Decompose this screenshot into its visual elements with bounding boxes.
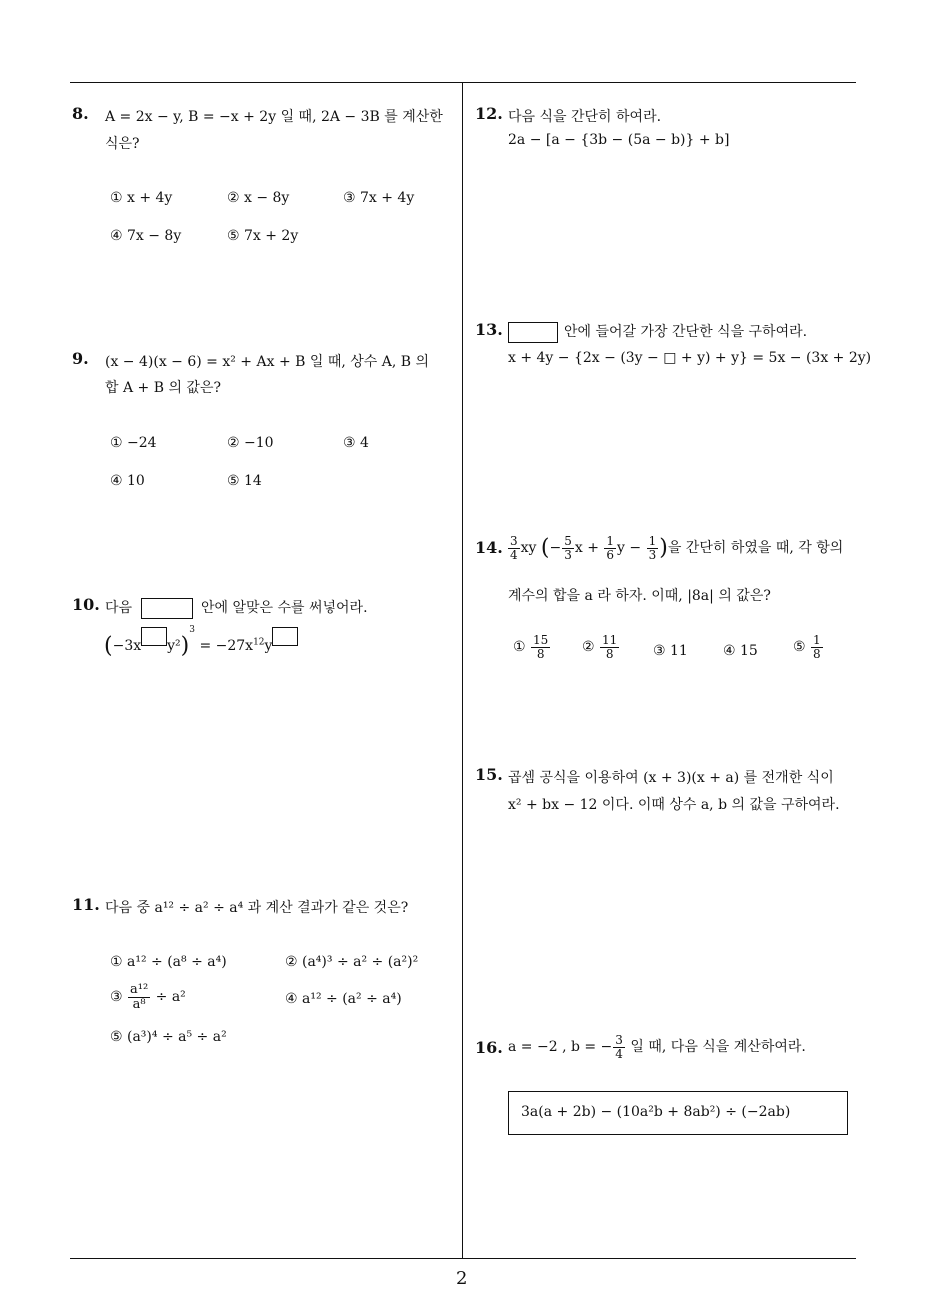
- question-number: 13.: [475, 320, 503, 339]
- paren-close: ): [180, 633, 190, 659]
- fraction: [562, 535, 574, 561]
- question-number: 12.: [475, 104, 503, 123]
- choice-1[interactable]: ① −24: [110, 435, 157, 451]
- question-number: 9.: [72, 349, 89, 368]
- choice-mark: ③: [110, 989, 123, 1006]
- numerator: 5: [564, 534, 572, 548]
- denominator: a⁸: [132, 996, 146, 1012]
- choice-value: 15: [740, 643, 758, 659]
- equation: [104, 625, 298, 659]
- choice-1[interactable]: [513, 634, 551, 660]
- eq-b: y²: [167, 638, 181, 654]
- denominator: 4: [510, 547, 518, 562]
- numerator: 1: [813, 633, 821, 647]
- expression: 3a(a + 2b) − (10a²b + 8ab²) ÷ (−2ab): [521, 1104, 791, 1120]
- denominator: 4: [615, 1046, 623, 1061]
- question-text: [508, 1034, 806, 1060]
- choice-4[interactable]: ④ 7x − 8y: [110, 228, 182, 244]
- question-number: 8.: [72, 104, 89, 123]
- paren-close: ): [659, 535, 668, 561]
- question-text: x² + bx − 12 이다. 이때 상수 a, b 의 값을 구하여라.: [508, 797, 840, 813]
- text-pre: 다음: [105, 600, 133, 616]
- choice-2[interactable]: [582, 634, 620, 660]
- question-text: [508, 321, 807, 343]
- choice-1[interactable]: ① a¹² ÷ (a⁸ ÷ a⁴): [110, 954, 227, 970]
- denominator: 6: [606, 547, 615, 562]
- choice-1[interactable]: ① x + 4y: [110, 190, 173, 206]
- question-text: [105, 597, 368, 619]
- choice-2[interactable]: ② −10: [227, 435, 274, 451]
- question-text: (x − 4)(x − 6) = x² + Ax + B 일 때, 상수 A, B 의: [105, 354, 430, 370]
- choice-tail: ÷ a²: [155, 989, 186, 1006]
- choice-2[interactable]: ② (a⁴)³ ÷ a² ÷ (a²)²: [285, 954, 419, 970]
- fraction: [600, 634, 619, 660]
- bottom-rule: [70, 1258, 856, 1259]
- choice-4[interactable]: [723, 643, 758, 659]
- denominator: 3: [564, 547, 572, 562]
- numerator: 1: [606, 534, 615, 548]
- fraction: [531, 634, 550, 660]
- expression: 2a − [a − {3b − (5a − b)} + b]: [508, 132, 730, 148]
- question-number: 15.: [475, 765, 503, 784]
- equation: x + 4y − {2x − (3y − □ + y) + y} = 5x − (3x + 2y): [508, 350, 872, 366]
- question-number: 14.: [475, 538, 503, 557]
- numerator: 15: [533, 633, 549, 647]
- exponent-blank[interactable]: [141, 627, 167, 646]
- fraction: [128, 983, 150, 1011]
- paren-open: (: [540, 535, 550, 561]
- eq-a: −3x: [112, 638, 142, 654]
- denominator: 8: [605, 646, 614, 661]
- eq-exp: 3: [189, 625, 195, 635]
- fraction: [647, 535, 659, 561]
- question-number: 16.: [475, 1038, 503, 1057]
- numerator: 3: [615, 1033, 623, 1047]
- eq-d: y: [264, 638, 273, 654]
- expression-box: [508, 1091, 848, 1135]
- choice-value: 11: [670, 643, 688, 659]
- eq-c-exp: 12: [253, 637, 265, 648]
- top-rule: [70, 82, 856, 83]
- question-number: 10.: [72, 595, 100, 614]
- choice-3[interactable]: ③ 4: [343, 435, 369, 451]
- choice-4[interactable]: ④ 10: [110, 473, 145, 489]
- choice-2[interactable]: ② x − 8y: [227, 190, 290, 206]
- numerator: 11: [602, 633, 618, 647]
- blank-box[interactable]: [141, 598, 193, 619]
- condition: a = −2 , b = −: [508, 1039, 613, 1056]
- question-text: 다음 식을 간단히 하여라.: [508, 109, 662, 125]
- text: 일 때, 다음 식을 계산하여라.: [630, 1039, 806, 1056]
- question-text: 계수의 합을 a 라 하자. 이때, |8a| 의 값은?: [508, 588, 771, 604]
- denominator: 8: [536, 646, 545, 661]
- question-text: 곱셈 공식을 이용하여 (x + 3)(x + a) 를 전개한 식이: [508, 770, 834, 786]
- blank-box[interactable]: [508, 322, 558, 343]
- choice-mark: ④: [723, 643, 736, 659]
- choice-mark: ②: [582, 639, 595, 656]
- question-text: 합 A + B 의 값은?: [105, 380, 221, 396]
- choice-5[interactable]: [793, 634, 824, 660]
- choice-3[interactable]: [110, 983, 186, 1011]
- expression: $\frac{3}{4}$ xy (− $\frac{5}{3}$ x + $\frac{1}{6}$ y − $\frac{1}{3}$ )을 간단히 하였을 때, 각 항의: [510, 534, 844, 562]
- fraction: [604, 535, 616, 561]
- text: 안에 들어갈 가장 간단한 식을 구하여라.: [564, 324, 808, 340]
- question-text: 다음 중 a¹² ÷ a² ÷ a⁴ 과 계산 결과가 같은 것은?: [105, 900, 409, 916]
- xy: xy: [520, 540, 537, 557]
- paren-open: (: [104, 633, 113, 659]
- fraction: [811, 634, 823, 660]
- choice-mark: ⑤: [793, 639, 806, 656]
- numerator: 1: [648, 534, 657, 548]
- fraction: [508, 535, 520, 561]
- denominator: 8: [813, 646, 821, 661]
- choice-3[interactable]: ③ 7x + 4y: [343, 190, 415, 206]
- text-post: 안에 알맞은 수를 써넣어라.: [200, 600, 368, 616]
- choice-mark: ①: [513, 639, 526, 656]
- question-number: 11.: [72, 895, 100, 914]
- eq-c: = −27x: [199, 638, 254, 654]
- choice-5[interactable]: ⑤ 7x + 2y: [227, 228, 299, 244]
- choice-4[interactable]: ④ a¹² ÷ (a² ÷ a⁴): [285, 991, 402, 1007]
- question-text: 식은?: [105, 136, 140, 152]
- numerator: 3: [510, 534, 518, 548]
- choice-mark: ③: [653, 643, 666, 659]
- fraction: [613, 1034, 625, 1060]
- choice-3[interactable]: [653, 643, 688, 659]
- numerator: a¹²: [130, 982, 149, 997]
- choice-5[interactable]: ⑤ (a³)⁴ ÷ a⁵ ÷ a²: [110, 1029, 227, 1045]
- question-text: A = 2x − y, B = −x + 2y 일 때, 2A − 3B 를 계산한: [105, 109, 443, 125]
- denominator: 3: [648, 547, 657, 562]
- tail: 을 간단히 하였을 때, 각 항의: [667, 540, 844, 557]
- page-number: 2: [456, 1268, 468, 1289]
- exponent-blank[interactable]: [272, 627, 298, 646]
- choice-5[interactable]: ⑤ 14: [227, 473, 262, 489]
- column-divider: [462, 83, 463, 1259]
